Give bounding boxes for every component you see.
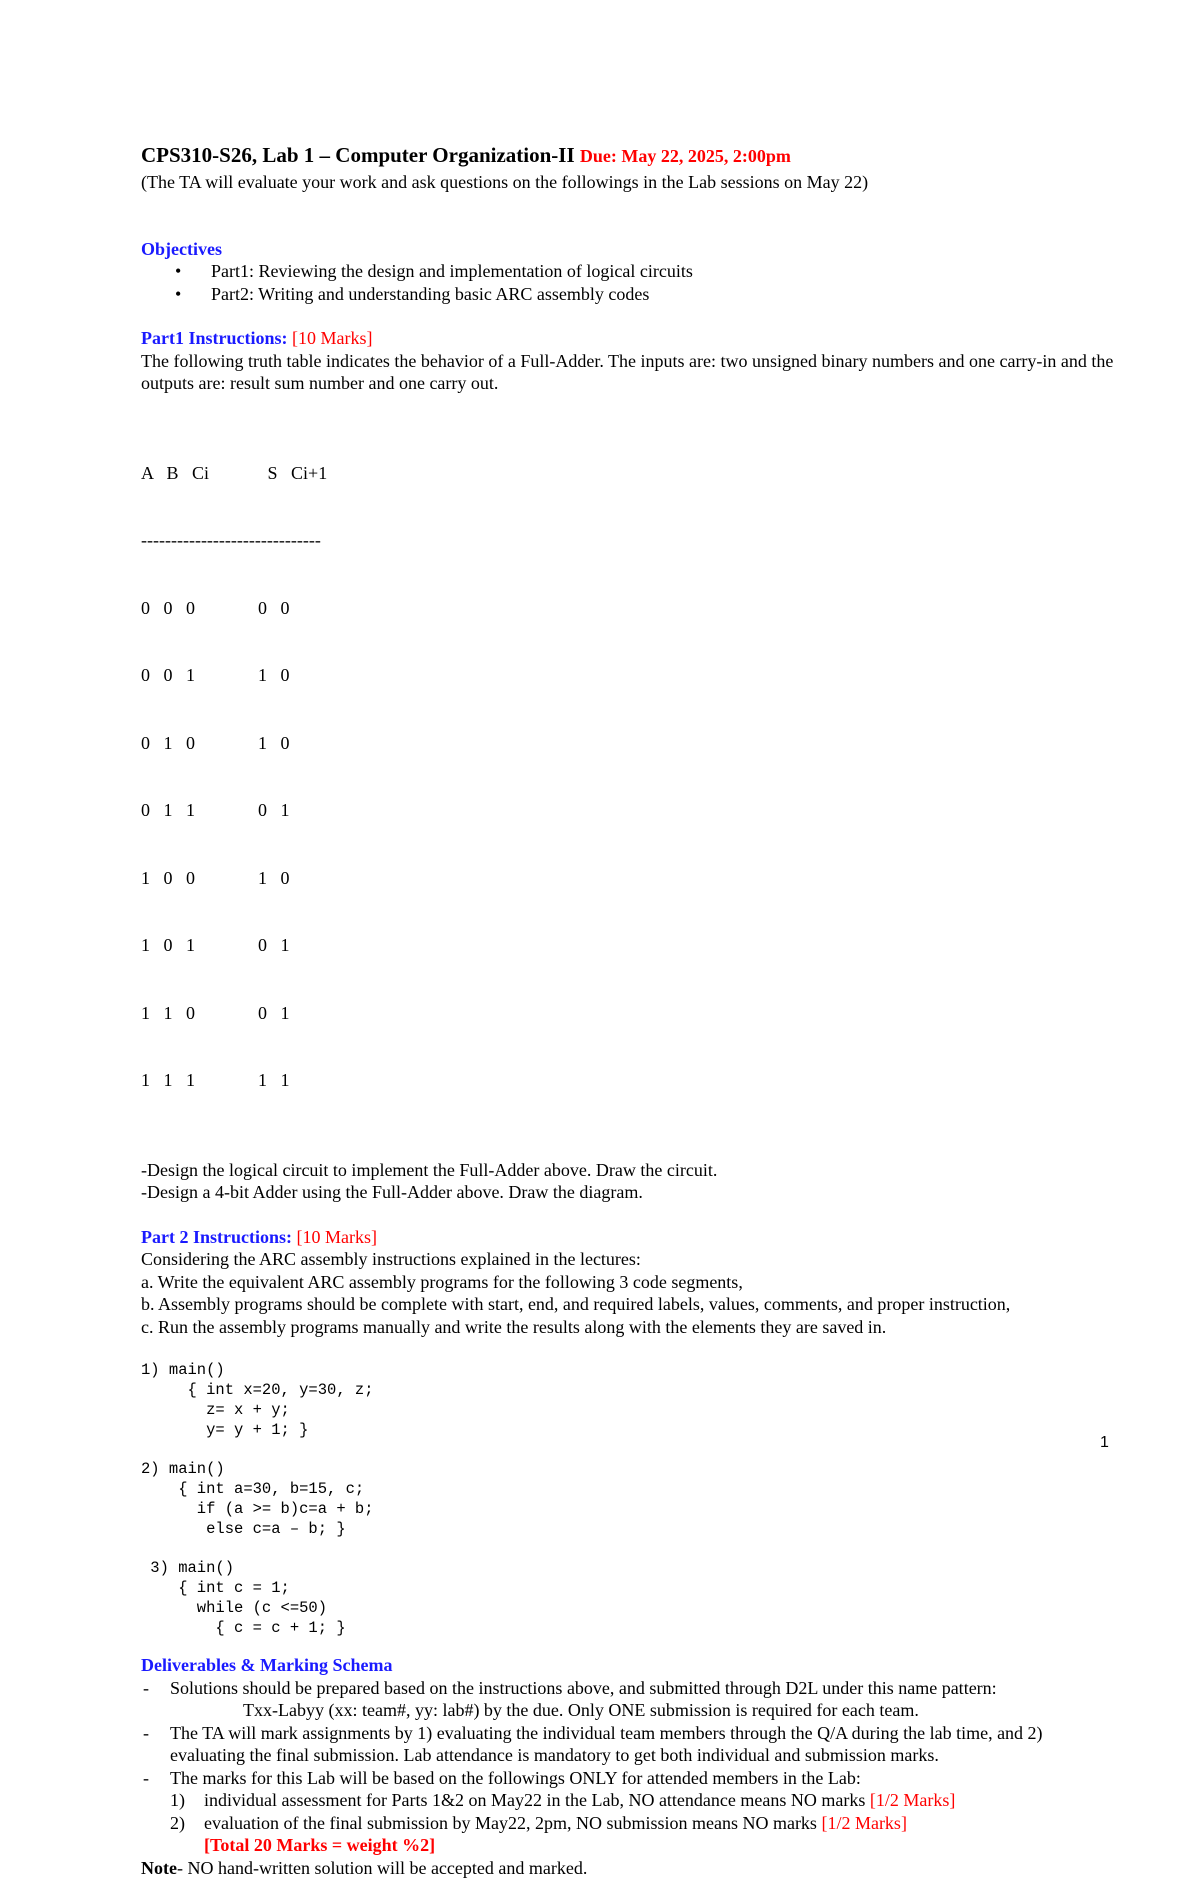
part1-marks: [10 Marks] xyxy=(292,328,372,348)
part2-heading: Part 2 Instructions: xyxy=(141,1227,292,1247)
part1-description: The following truth table indicates the behavior of a Full-Adder. The inputs are: two unsigned binary numbers and one carry-in and the outputs are: result sum number and one carry out. xyxy=(141,350,1121,395)
truth-table-row: 0 0 0 0 0 xyxy=(141,597,1121,620)
truth-table-row: 0 1 0 1 0 xyxy=(141,732,1121,755)
truth-table-rule: ------------------------------ xyxy=(141,529,1121,552)
code-segment-2: 2) main() { int a=30, b=15, c; if (a >= b)c=a + b; else c=a – b; } xyxy=(141,1459,1121,1539)
code-segment-3: 3) main() { int c = 1; while (c <=50) { c = c + 1; } xyxy=(141,1558,1121,1638)
title-main: CPS310-S26, Lab 1 – Computer Organization-II xyxy=(141,143,575,167)
part1-heading-line xyxy=(141,327,1121,350)
part1-task: -Design a 4-bit Adder using the Full-Adder above. Draw the diagram. xyxy=(141,1181,1121,1204)
objectives-list xyxy=(141,260,1121,305)
note-label: Note xyxy=(141,1858,177,1878)
truth-table xyxy=(141,417,1121,1137)
deliverable-item: - Solutions should be prepared based on the instructions above, and submitted through D2L under this name pattern: Txx-Labyy (xx: team#, yy: lab#) by the due. Only ONE submission is required for each team. xyxy=(141,1677,1121,1722)
deliverables-list xyxy=(141,1677,1121,1790)
part2-line: c. Run the assembly programs manually and write the results along with the elements they are saved in. xyxy=(141,1316,1121,1339)
truth-table-row: 0 0 1 1 0 xyxy=(141,664,1121,687)
part1-task: -Design the logical circuit to implement the Full-Adder above. Draw the circuit. xyxy=(141,1159,1121,1182)
total-marks: [Total 20 Marks = weight %2] xyxy=(141,1834,1121,1857)
truth-table-row: 1 0 1 0 1 xyxy=(141,934,1121,957)
subtitle: (The TA will evaluate your work and ask questions on the followings in the Lab sessions on May 22) xyxy=(141,171,1121,194)
assessment-item-1: 1) individual assessment for Parts 1&2 on May22 in the Lab, NO attendance means NO marks [1/2 Marks] xyxy=(141,1789,1121,1812)
part2-line: a. Write the equivalent ARC assembly programs for the following 3 code segments, xyxy=(141,1271,1121,1294)
note-text: - NO hand-written solution will be accepted and marked. xyxy=(177,1858,587,1878)
code-segment-1: 1) main() { int x=20, y=30, z; z= x + y; y= y + 1; } xyxy=(141,1360,1121,1440)
name-pattern: Txx-Labyy (xx: team#, yy: lab#) by the due. Only ONE submission is required for each team. xyxy=(170,1699,1121,1722)
truth-table-row: 1 0 0 1 0 xyxy=(141,867,1121,890)
part2-marks: [10 Marks] xyxy=(297,1227,377,1247)
part2-heading-line xyxy=(141,1226,1121,1249)
truth-table-row: 1 1 0 0 1 xyxy=(141,1002,1121,1025)
assessment-marks: [1/2 Marks] xyxy=(821,1813,906,1833)
deliverables-heading: Deliverables & Marking Schema xyxy=(141,1654,1121,1677)
assessment-item-2: 2) evaluation of the final submission by May22, 2pm, NO submission means NO marks [1/2 Marks] xyxy=(141,1812,1121,1835)
assessment-marks: [1/2 Marks] xyxy=(870,1790,955,1810)
document-body xyxy=(141,142,1121,1879)
page-number: 1 xyxy=(1100,1434,1109,1452)
note-line xyxy=(141,1857,1121,1879)
truth-table-row: 1 1 1 1 1 xyxy=(141,1069,1121,1092)
part2-line: b. Assembly programs should be complete with start, end, and required labels, values, comments, and proper instruction, xyxy=(141,1293,1121,1316)
objective-item: • Part2: Writing and understanding basic ARC assembly codes xyxy=(141,283,1121,306)
deliverable-item: - The TA will mark assignments by 1) evaluating the individual team members through the Q/A during the lab time, and 2) evaluating the final submission. Lab attendance is mandatory to get both individual and submission marks. xyxy=(141,1722,1121,1767)
truth-table-header: A B Ci S Ci+1 xyxy=(141,462,1121,485)
objectives-heading: Objectives xyxy=(141,238,1121,261)
due-date: Due: May 22, 2025, 2:00pm xyxy=(580,146,791,166)
document-title xyxy=(141,142,1121,169)
deliverable-item: - The marks for this Lab will be based on the followings ONLY for attended members in the Lab: xyxy=(141,1767,1121,1790)
objective-item: • Part1: Reviewing the design and implementation of logical circuits xyxy=(141,260,1121,283)
part2-line: Considering the ARC assembly instructions explained in the lectures: xyxy=(141,1248,1121,1271)
part1-heading: Part1 Instructions: xyxy=(141,328,288,348)
truth-table-row: 0 1 1 0 1 xyxy=(141,799,1121,822)
